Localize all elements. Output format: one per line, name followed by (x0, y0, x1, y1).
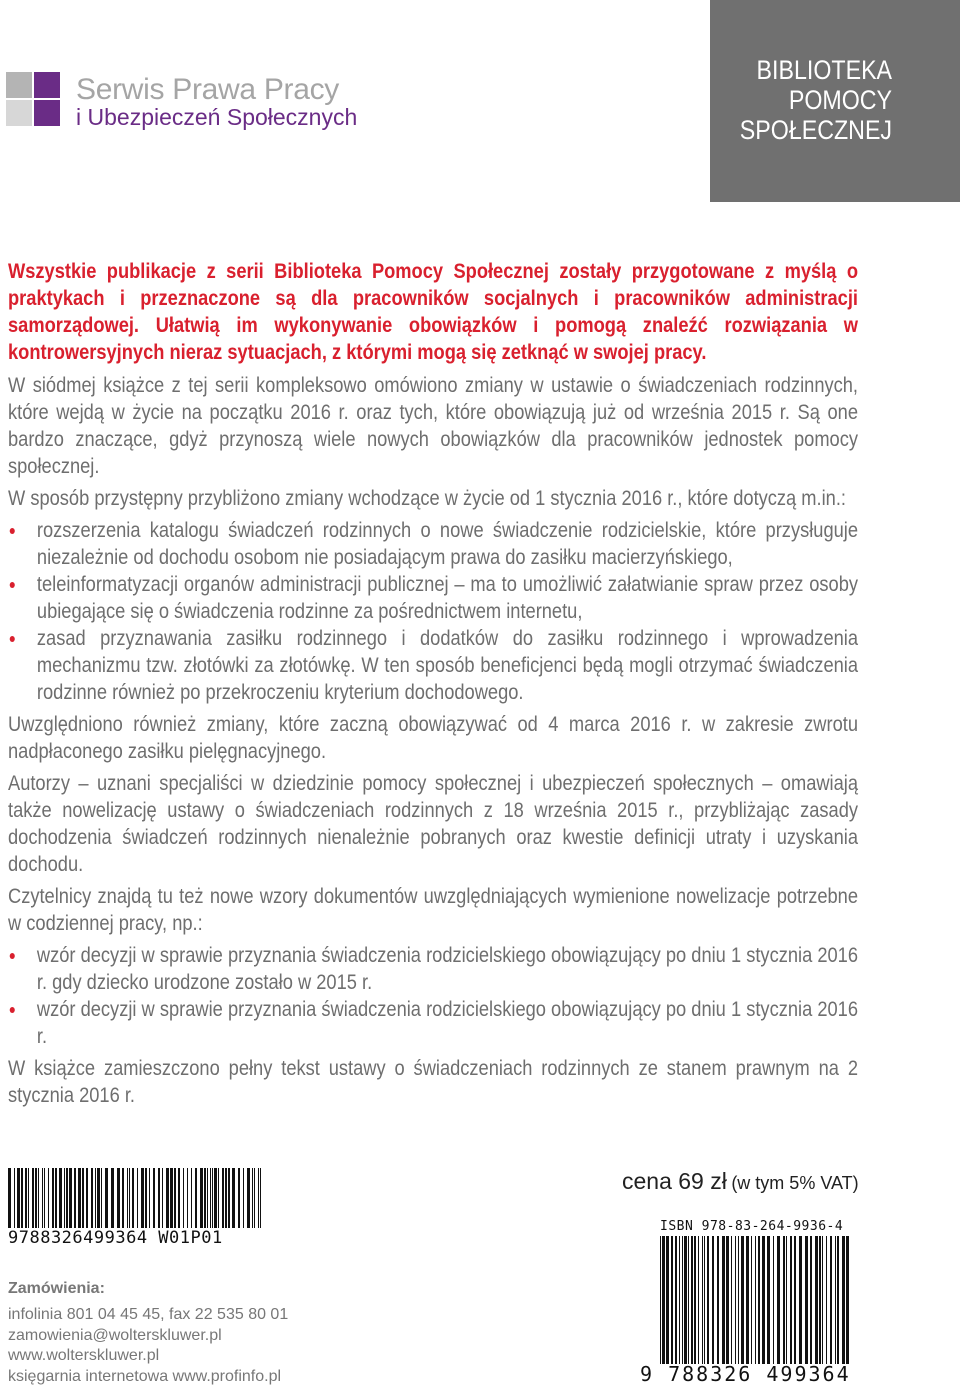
lead-paragraph: Wszystkie publikacje z serii Biblioteka Pomocy Społecznej zostały przygotowane z myślą o praktykach i przeznaczone są dla pracowników socjalnych i pracowników administracji samorządowej. Ułatwią im wykonywanie obowiązków i pomogą znaleźć rozwiązania w kontrowersyjnych nieraz sytuacjach, z którymi mogą się zetknąć w swojej pracy. (8, 259, 858, 364)
barcode-bar (82, 1168, 84, 1228)
list-item (8, 517, 858, 571)
price (622, 1168, 859, 1195)
product-barcode-icon (8, 1168, 262, 1228)
barcode-bar (14, 1168, 15, 1228)
barcode-bar (822, 1236, 823, 1364)
barcode-bar (59, 1168, 62, 1228)
barcode-bar (74, 1168, 76, 1228)
barcode-bar (684, 1236, 687, 1364)
barcode-bar (805, 1236, 808, 1364)
barcode-bar (191, 1168, 192, 1228)
barcode-bar (755, 1236, 756, 1364)
barcode-bar (783, 1236, 785, 1364)
barcode-bar (21, 1168, 23, 1228)
barcode-bar (225, 1168, 227, 1228)
series-title-line: POMOCY (788, 85, 892, 115)
barcode-bar (17, 1168, 20, 1228)
barcode-bar (751, 1236, 752, 1364)
barcode-bar (178, 1168, 180, 1228)
barcode-bar (682, 1236, 683, 1364)
barcode-bar (132, 1168, 134, 1228)
barcode-bar (767, 1236, 770, 1364)
barcode-bar (694, 1236, 696, 1364)
barcode-bar (830, 1236, 832, 1364)
product-barcode-number: 9788326499364 W01P01 (8, 1228, 223, 1248)
orders-line: infolinia 801 04 45 45, fax 22 535 80 01 (8, 1306, 289, 1323)
orders-line: zamowienia@wolterskluwer.pl (8, 1326, 222, 1344)
series-title (740, 55, 892, 145)
isbn-label: ISBN 978-83-264-9936-4 (660, 1219, 844, 1234)
barcode-bar (25, 1168, 27, 1228)
list-item (8, 625, 858, 706)
bullet-dot-icon (10, 636, 15, 642)
bullet-dot-icon (10, 528, 15, 534)
logo-squares-icon (6, 72, 62, 128)
orders-line: www.wolterskluwer.pl (8, 1347, 160, 1364)
barcode-bar (214, 1168, 217, 1228)
barcode-bar (187, 1168, 188, 1228)
barcode-bar (117, 1168, 120, 1228)
list-item-text: teleinformatyzacji organów administracji publicznej – ma to umożliwić załatwianie spraw przez osoby ubiegające się o świadczenia rodzinne za pośrednictwem internetu, (36, 572, 858, 623)
barcode-bar (170, 1168, 173, 1228)
barcode-bar (141, 1168, 144, 1228)
barcode-bar (746, 1236, 749, 1364)
barcode-bar (183, 1168, 184, 1228)
barcode-bar (835, 1236, 836, 1364)
barcode-bar (666, 1236, 669, 1364)
barcode-bar (717, 1236, 719, 1364)
barcode-bar (210, 1168, 211, 1228)
barcode-bar (204, 1168, 206, 1228)
series-title-line: SPOŁECZNEJ (739, 115, 892, 145)
barcode-bar (702, 1236, 703, 1364)
barcode-bar (149, 1168, 150, 1228)
barcode-bar (837, 1236, 839, 1364)
price-vat: (w tym 5% VAT) (731, 1173, 859, 1193)
barcode-bar (238, 1168, 240, 1228)
isbn-barcode-icon (660, 1236, 850, 1364)
barcode-bar (846, 1236, 849, 1364)
barcode-bar (810, 1236, 812, 1364)
list-item (8, 996, 858, 1050)
barcode-bar (794, 1236, 796, 1364)
series-title-line: BIBLIOTEKA (756, 55, 892, 85)
barcode-bar (111, 1168, 114, 1228)
barcode-bar (127, 1168, 128, 1228)
barcode-bar (44, 1168, 45, 1228)
logo-name-line1: Serwis Prawa Pracy (76, 73, 340, 106)
barcode-bar (137, 1168, 138, 1228)
templates-list (8, 942, 858, 1050)
list-item (8, 942, 858, 996)
barcode-bar (777, 1236, 780, 1364)
changes-list (8, 517, 858, 706)
barcode-bar (86, 1168, 88, 1228)
barcode-bar (762, 1236, 765, 1364)
orders-contact (8, 1305, 288, 1387)
barcode-bar (252, 1168, 253, 1228)
barcode-bar (726, 1236, 729, 1364)
barcode-bar (758, 1236, 760, 1364)
list-item-text: rozszerzenia katalogu świadczeń rodzinnych o nowe świadczenie rodzicielskie, które przysługuje niezależnie od dochodu osobom nie posiadającym prawa do zasiłku macierzyńskiego, (36, 518, 858, 569)
barcode-bar (200, 1168, 203, 1228)
barcode-bar (691, 1236, 693, 1364)
barcode-bar (707, 1236, 709, 1364)
barcode-bar (212, 1168, 213, 1228)
barcode-bar (688, 1236, 689, 1364)
orders-line: księgarnia internetowa www.profinfo.pl (8, 1367, 282, 1385)
barcode-bar (819, 1236, 821, 1364)
barcode-bar (218, 1168, 219, 1228)
back-cover-description (8, 258, 858, 1114)
bullet-dot-icon (10, 1007, 15, 1013)
barcode-bar (738, 1236, 739, 1364)
barcode-bar (78, 1168, 81, 1228)
paragraph: W siódmej książce z tej serii kompleksowo omówiono zmiany w ustawie o świadczeniach rodzinnych, które wejdą w życie na początku 2016 r. oraz tych, które obowiązują już od września 2015 r. Są one bardzo znaczące, gdyż przynoszą wiele nowych obowiązków dla pracowników jednostek pomocy społecznej. (8, 373, 858, 478)
barcode-bar (243, 1168, 244, 1228)
price-value: cena 69 zł (622, 1168, 727, 1194)
barcode-bar (48, 1168, 49, 1228)
barcode-bar (95, 1168, 96, 1228)
barcode-bar (258, 1168, 259, 1228)
barcode-bar (38, 1168, 39, 1228)
barcode-bar (741, 1236, 744, 1364)
paragraph: Uwzględniono również zmiany, które zaczną obowiązywać od 4 marca 2016 r. w zakresie zwrotu nadpłaconego zasiłku pielęgnacyjnego. (8, 712, 858, 763)
barcode-bar (698, 1236, 699, 1364)
barcode-bar (232, 1168, 235, 1228)
barcode-bar (52, 1168, 54, 1228)
barcode-bar (660, 1236, 661, 1364)
barcode-bar (722, 1236, 725, 1364)
barcode-bar (158, 1168, 160, 1228)
barcode-bar (66, 1168, 68, 1228)
barcode-bar (731, 1236, 732, 1364)
barcode-bar (675, 1236, 677, 1364)
barcode-bar (162, 1168, 163, 1228)
barcode-bar (32, 1168, 34, 1228)
paragraph: Autorzy – uznani specjaliści w dziedzinie pomocy społecznej i ubezpieczeń społecznych – omawiają także nowelizację ustawy o świadczeniach rodzinnych z 18 września 2015 r., przybliżając zasady dochodzenia świadczeń rodzinnych nienależnie pobranych oraz kwestie definicji utraty i uzyskania dochodu. (8, 771, 858, 876)
barcode-bar (8, 1168, 11, 1228)
barcode-bar (101, 1168, 102, 1228)
barcode-bar (91, 1168, 93, 1228)
barcode-bar (153, 1168, 155, 1228)
barcode-bar (815, 1236, 818, 1364)
barcode-bar (254, 1168, 255, 1228)
barcode-bar (662, 1236, 665, 1364)
barcode-bar (671, 1236, 673, 1364)
orders-heading: Zamówienia: (8, 1280, 105, 1297)
barcode-bar (145, 1168, 147, 1228)
barcode-bar (712, 1236, 714, 1364)
bullet-dot-icon (10, 582, 15, 588)
barcode-bar (826, 1236, 827, 1364)
barcode-bar (799, 1236, 802, 1364)
barcode-bar (35, 1168, 37, 1228)
barcode-bar (64, 1168, 65, 1228)
barcode-bar (228, 1168, 230, 1228)
list-item-text: zasad przyznawania zasiłku rodzinnego i dodatków do zasiłku rodzinnego i wprowadzenia mechanizmu tzw. złotówki za złotówkę. W ten sposób beneficjenci będą mogli otrzymać świadczenia rodzinne również po przekroczeniu kryterium dochodowego. (36, 626, 858, 704)
list-item-text: wzór decyzji w sprawie przyznania świadczenia rodzicielskiego obowiązujący po dniu 1 stycznia 2016 r. gdy dziecko urodzone zostało w 2015 r. (36, 943, 858, 994)
barcode-bar (260, 1168, 261, 1228)
logo-name-line2: i Ubezpieczeń Społecznych (76, 104, 358, 130)
barcode-bar (122, 1168, 124, 1228)
isbn-barcode-number: 9 788326 499364 (640, 1362, 851, 1386)
barcode-bar (842, 1236, 845, 1364)
barcode-bar (55, 1168, 57, 1228)
barcode-bar (97, 1168, 100, 1228)
barcode-bar (195, 1168, 197, 1228)
paragraph: W książce zamieszczono pełny tekst ustawy o świadczeniach rodzinnych ze stanem prawnym na 2 stycznia 2016 r. (8, 1056, 858, 1107)
barcode-bar (129, 1168, 130, 1228)
barcode-bar (679, 1236, 680, 1364)
barcode-bar (773, 1236, 774, 1364)
paragraph: W sposób przystępny przybliżono zmiany wchodzące w życie od 1 stycznia 2016 r., które dotyczą m.in.: (8, 486, 846, 510)
barcode-bar (174, 1168, 176, 1228)
barcode-bar (247, 1168, 250, 1228)
barcode-bar (735, 1236, 736, 1364)
barcode-bar (105, 1168, 108, 1228)
barcode-bar (704, 1236, 705, 1364)
barcode-bar (166, 1168, 169, 1228)
barcode-bar (42, 1168, 43, 1228)
barcode-bar (207, 1168, 208, 1228)
barcode-bar (28, 1168, 29, 1228)
barcode-bar (69, 1168, 72, 1228)
paragraph: Czytelnicy znajdą tu też nowe wzory dokumentów uwzględniających wymienione nowelizacje potrzebne w codziennej pracy, np.: (8, 884, 858, 935)
list-item (8, 571, 858, 625)
barcode-bar (790, 1236, 792, 1364)
bullet-dot-icon (10, 953, 15, 959)
barcode-bar (786, 1236, 787, 1364)
list-item-text: wzór decyzji w sprawie przyznania świadczenia rodzicielskiego obowiązujący po dniu 1 stycznia 2016 r. (36, 997, 858, 1048)
publisher-series-logo (6, 72, 406, 132)
barcode-bar (222, 1168, 224, 1228)
series-title-box (710, 0, 960, 202)
